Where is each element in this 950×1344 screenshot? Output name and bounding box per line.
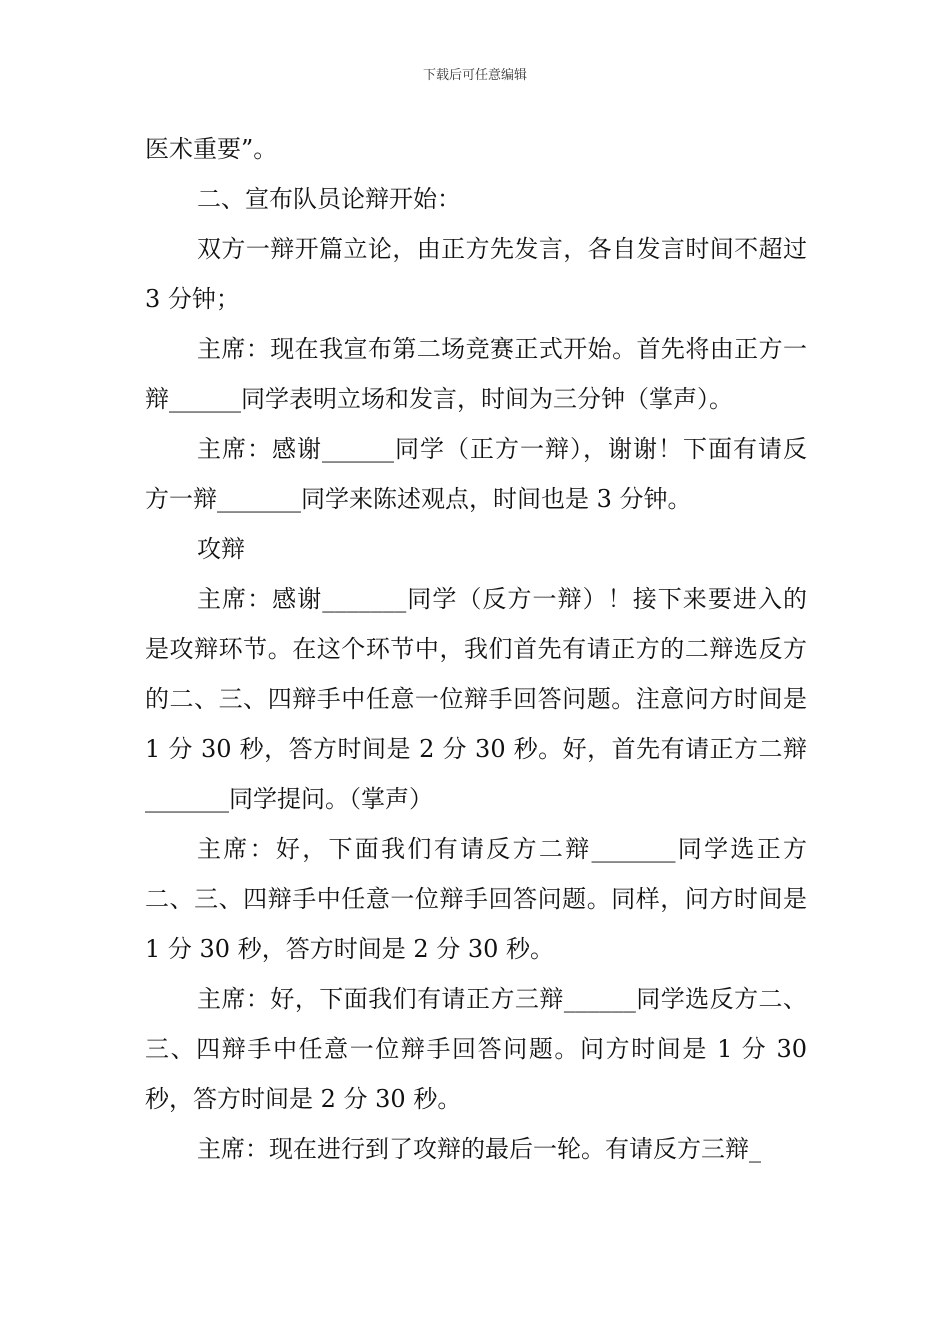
paragraph: 医术重要”。	[145, 135, 278, 163]
section-heading: 攻辩	[197, 535, 245, 563]
paragraph: 双方一辩开篇立论，由正方先发言，各自发言时间不超过 3 分钟；	[145, 235, 807, 313]
paragraph: 主席：现在我宣布第二场竞赛正式开始。首先将由正方一辩______同学表明立场和发言，时间为三分钟（掌声）。	[145, 335, 807, 413]
paragraph: 二、宣布队员论辩开始：	[197, 185, 461, 213]
document-body	[145, 124, 807, 1174]
paragraph: 主席：感谢_______同学（反方一辩）！接下来要进入的是攻辩环节。在这个环节中，我们首先有请正方的二辩选反方的二、三、四辩手中任意一位辩手回答问题。注意问方时间是 1 分 30 秒，答方时间是 2 分 30 秒。好，首先有请正方二辩_______同学提问。（掌声）	[145, 585, 807, 813]
page-header: 下载后可任意编辑	[422, 68, 527, 83]
paragraph: 主席：感谢______同学（正方一辩），谢谢！下面有请反方一辩_______同学来陈述观点，时间也是 3 分钟。	[145, 435, 807, 513]
paragraph: 主席：现在进行到了攻辩的最后一轮。有请反方三辩_	[197, 1135, 761, 1163]
paragraph: 主席：好，下面我们有请正方三辩______同学选反方二、三、四辩手中任意一位辩手回答问题。问方时间是 1 分 30 秒，答方时间是 2 分 30 秒。	[145, 985, 807, 1113]
paragraph: 主席：好，下面我们有请反方二辩_______同学选正方二、三、四辩手中任意一位辩手回答问题。同样，问方时间是 1 分 30 秒，答方时间是 2 分 30 秒。	[145, 835, 807, 963]
